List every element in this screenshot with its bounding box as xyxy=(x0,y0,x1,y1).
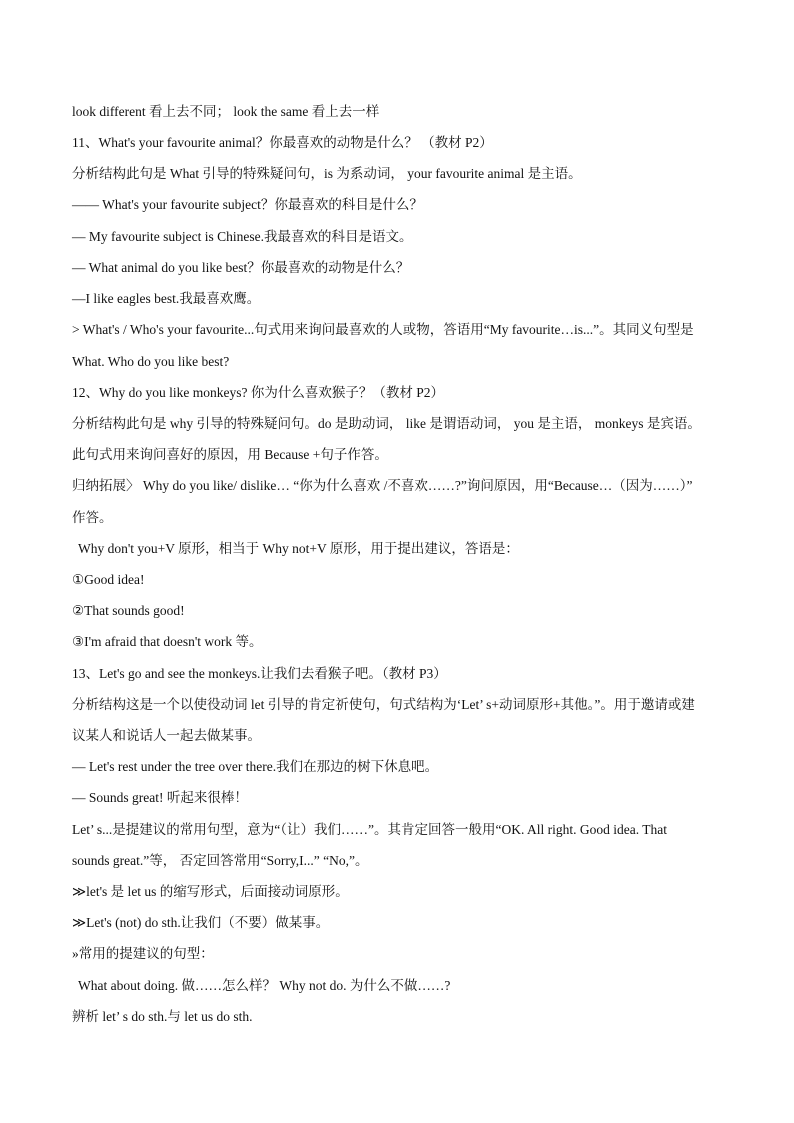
text-line: ≫let's 是 let us 的缩写形式，后面接动词原形。 xyxy=(72,884,349,899)
text-line: — Sounds great! 听起来很棒！ xyxy=(72,790,248,805)
text-line: 议某人和说话人一起去做某事。 xyxy=(72,728,261,743)
list-item: ②That sounds good! xyxy=(72,603,185,618)
text-line: —— What's your favourite subject？你最喜欢的科目是什么？ xyxy=(72,197,423,212)
text-line: Let’ s...是提建议的常用句型，意为“（让）我们……”。其肯定回答一般用“OK. All right. Good idea. That xyxy=(72,822,667,837)
text-line: 归纳拓展〉 Why do you like/ dislike… “你为什么喜欢 /不喜欢……?”询问原因，用“Because…（因为……）” xyxy=(72,478,693,493)
section-heading-12: 12、Why do you like monkeys? 你为什么喜欢猴子？（教材 P2） xyxy=(72,385,444,400)
text-line: — What animal do you like best？你最喜欢的动物是什么？ xyxy=(72,260,410,275)
text-line: look different 看上去不同； look the same 看上去一样 xyxy=(72,104,380,119)
text-line: ≫Let's (not) do sth.让我们（不要）做某事。 xyxy=(72,915,330,930)
list-item: ①Good idea! xyxy=(72,572,145,587)
text-line: »常用的提建议的句型： xyxy=(72,946,214,961)
text-line: What. Who do you like best? xyxy=(72,354,230,369)
list-item: ③I'm afraid that doesn't work 等。 xyxy=(72,634,263,649)
text-line: 辨析 let’ s do sth.与 let us do sth. xyxy=(72,1009,253,1024)
text-line: — Let's rest under the tree over there.我们在那边的树下休息吧。 xyxy=(72,759,439,774)
text-line: 分析结构这是一个以使役动词 let 引导的肯定祈使句，句式结构为‘Let’ s+动词原形+其他。”。用于邀请或建 xyxy=(72,697,695,712)
section-heading-11: 11、What's your favourite animal？你最喜欢的动物是什么？ （教材 P2） xyxy=(72,135,493,150)
text-line: sounds great.”等， 否定回答常用“Sorry,I...” “No,”。 xyxy=(72,853,369,868)
text-line: 此句式用来询问喜好的原因，用 Because +句子作答。 xyxy=(72,447,388,462)
text-line: —I like eagles best.我最喜欢鹰。 xyxy=(72,291,261,306)
text-line: 分析结构此句是 What 引导的特殊疑问句，is 为系动词， your favourite animal 是主语。 xyxy=(72,166,582,181)
text-line: What about doing. 做……怎么样？ Why not do. 为什么不做……? xyxy=(78,978,451,993)
text-line: Why don't you+V 原形，相当于 Why not+V 原形，用于提出建议，答语是： xyxy=(78,541,519,556)
text-line: — My favourite subject is Chinese.我最喜欢的科目是语文。 xyxy=(72,229,413,244)
text-line: 分析结构此句是 why 引导的特殊疑问句。do 是助动词， like 是谓语动词， you 是主语， monkeys 是宾语。 xyxy=(72,416,701,431)
section-heading-13: 13、Let's go and see the monkeys.让我们去看猴子吧。（教材 P3） xyxy=(72,666,447,681)
text-line: > What's / Who's your favourite...句式用来询问最喜欢的人或物，答语用“My favourite…is...”。其同义句型是 xyxy=(72,322,694,337)
text-line: 作答。 xyxy=(72,510,113,525)
